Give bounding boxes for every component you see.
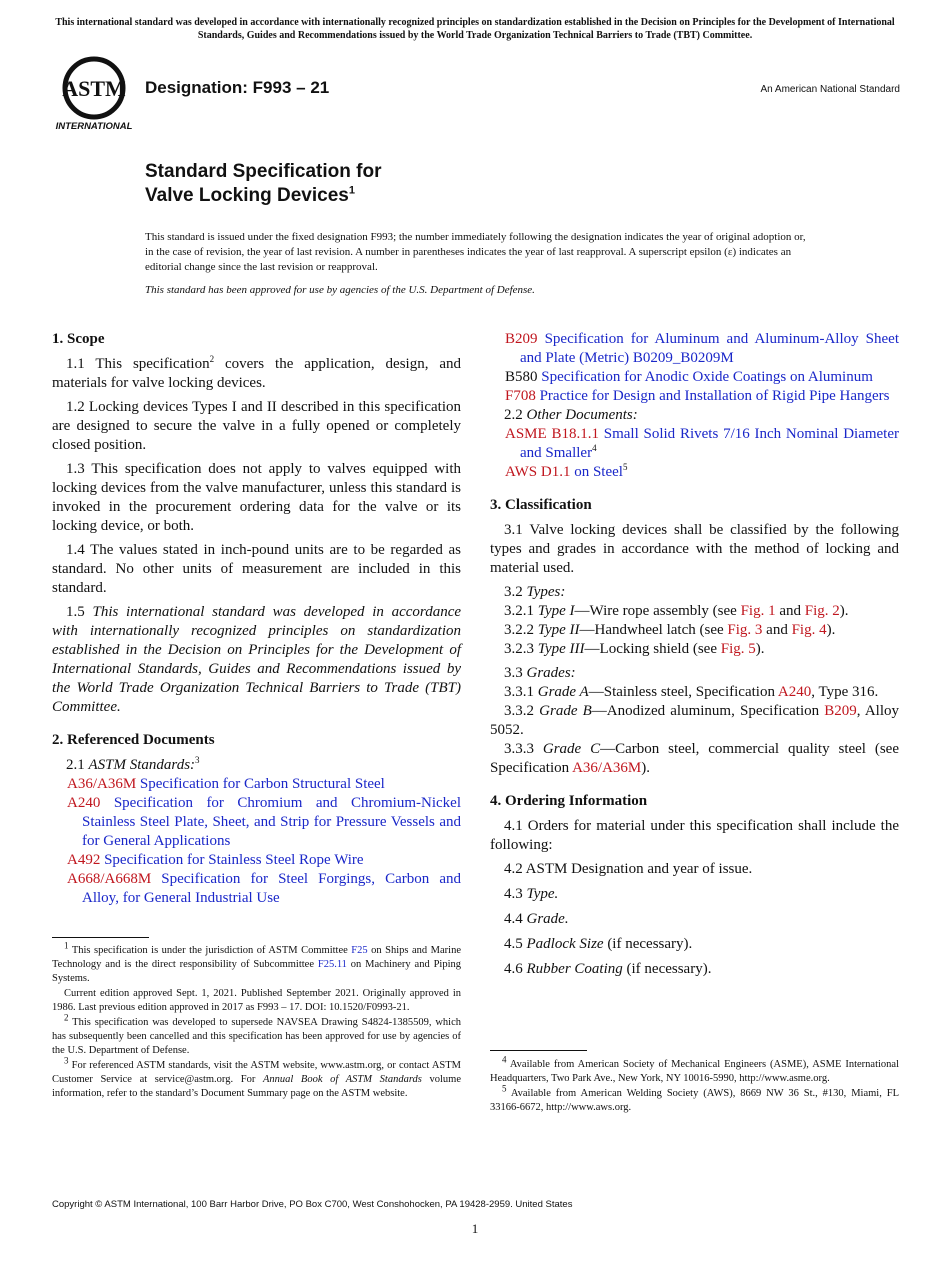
- footnotes-left: [52, 940, 461, 1102]
- order-4-4: 4.4 Grade.: [504, 911, 569, 927]
- footnotes-right: [490, 1054, 899, 1116]
- ref-a240[interactable]: A240 Specification for Chromium and Chromium-Nickel Stainless Steel Plate, Sheet, and Strip for Pressure Vessels and for General Applications: [67, 795, 461, 849]
- intro-paragraph: This standard is issued under the fixed designation F993; the number immediately following the designation indicates the year of original adoption or, in the case of revision, the year of last revision. A number in parentheses indicates the year of last reapproval. A superscript epsilon (ε) indicates an editorial change since the last revision or reapproval.: [145, 231, 806, 273]
- american-national-standard: An American National Standard: [760, 84, 900, 95]
- types-label: 3.2 Types:: [504, 584, 566, 600]
- ref-a36[interactable]: A36/A36M Specification for Carbon Structural Steel: [67, 776, 385, 792]
- scope-1-1: 1.1 This specification$^2$ covers the application, design, and materials for valve locking devices.: [52, 354, 462, 391]
- designation: Designation: F993 – 21: [145, 78, 330, 97]
- astm-logo: [54, 56, 134, 132]
- title-line-1: Standard Specification for: [145, 161, 382, 182]
- type-1: 3.2.1 Type I—Wire rope assembly (see Fig. 1 and Fig. 2).: [504, 603, 849, 619]
- document-title: [145, 160, 381, 208]
- type-3: 3.2.3 Type III—Locking shield (see Fig. 5).: [504, 641, 765, 657]
- logo-word: INTERNATIONAL: [55, 121, 133, 132]
- order-4-2: 4.2 ASTM Designation and year of issue.: [504, 861, 753, 877]
- footnote-1: $^1$ This specification is under the jurisdiction of ASTM Committee F25 on Ships and Marine Technology and is the direct responsibility of Subcommittee F25.11 on Machinery and Piping Systems.: [52, 940, 461, 984]
- astm-standards-label: 2.1 ASTM Standards:$^3$: [66, 755, 200, 773]
- footnote-rule-right: [490, 1050, 587, 1051]
- logo-letters: ASTM: [62, 76, 126, 101]
- grade-b: 3.3.2 Grade B—Anodized aluminum, Specification B209, Alloy 5052.: [490, 703, 900, 738]
- scope-1-4: 1.4 The values stated in inch-pound units are to be regarded as standard. No other units of measurement are included in this standard.: [52, 542, 461, 596]
- scope-1-5: 1.5 This international standard was developed in accordance with internationally recognized principles on standardization established in the Decision on Principles for the Development of International Standards, Guides and Recommendations issued by the World Trade Organization Technical Barriers to Trade (TBT) Committee.: [52, 604, 462, 715]
- order-4-3: 4.3 Type.: [504, 886, 559, 902]
- other-documents-label: 2.2 Other Documents:: [504, 407, 638, 423]
- footnote-5: $^5$ Available from American Welding Society (AWS), 8669 NW 36 St., #130, Miami, FL 33166-6672, http://www.aws.org.: [490, 1083, 899, 1113]
- footnote-2: $^2$ This specification was developed to supersede NAVSEA Drawing S4824-1385509, which has subsequently been cancelled and this specification has been approved for use by agencies of the U.S. Department of Defense.: [52, 1012, 461, 1056]
- scope-1-3: 1.3 This specification does not apply to valves equipped with locking devices from the valve manufacturer, unless this standard is invoked in the procurement ordering data for the valve or its locking device, or both.: [52, 461, 461, 534]
- class-3-1: 3.1 Valve locking devices shall be classified by the following types and grades in accordance with the method of locking and material used.: [490, 522, 899, 576]
- section-scope-heading: 1. Scope: [52, 331, 105, 347]
- ref-b580[interactable]: B580 Specification for Anodic Oxide Coatings on Aluminum: [505, 369, 873, 385]
- ref-a668[interactable]: A668/A668M Specification for Steel Forgings, Carbon and Alloy, for General Industrial Use: [67, 871, 461, 906]
- ref-f708[interactable]: F708 Practice for Design and Installation of Rigid Pipe Hangers: [505, 388, 890, 404]
- section-refs-heading: 2. Referenced Documents: [52, 732, 215, 748]
- order-4-1: 4.1 Orders for material under this specification shall include the following:: [490, 818, 899, 853]
- dod-approval-note: This standard has been approved for use by agencies of the U.S. Department of Defense.: [145, 284, 535, 296]
- right-column: [490, 330, 899, 985]
- ref-b209[interactable]: B209 Specification for Aluminum and Aluminum-Alloy Sheet and Plate (Metric) B0209_B0209M: [505, 331, 900, 366]
- footnote-4: $^4$ Available from American Society of Mechanical Engineers (ASME), ASME International Headquarters, Two Park Ave., New York, NY 10016-5990, http://www.asme.org.: [490, 1054, 899, 1084]
- copyright: Copyright © ASTM International, 100 Barr Harbor Drive, PO Box C700, West Conshohocken, PA 19428-2959. United States: [52, 1199, 573, 1210]
- order-4-6: 4.6 Rubber Coating (if necessary).: [504, 961, 712, 977]
- footnote-1-edition: Current edition approved Sept. 1, 2021. Published September 2021. Originally approved in 1986. Last previous edition approved in 2017 as F993 – 17. DOI: 10.1520/F0993-21.: [52, 988, 461, 1013]
- ref-asme[interactable]: ASME B18.1.1 Small Solid Rivets 7/16 Inch Nominal Diameter and Smaller$^4$: [505, 426, 899, 461]
- grades-label: 3.3 Grades:: [504, 665, 576, 681]
- page-number: 1: [471, 1221, 479, 1236]
- ref-a492[interactable]: A492 Specification for Stainless Steel Rope Wire: [67, 852, 364, 868]
- section-ordering-heading: 4. Ordering Information: [490, 793, 648, 809]
- grade-c: 3.3.3 Grade C—Carbon steel, commercial quality steel (see Specification A36/A36M).: [490, 741, 899, 776]
- title-line-2: Valve Locking Devices$^1$: [145, 184, 355, 206]
- grade-a: 3.3.1 Grade A—Stainless steel, Specification A240, Type 316.: [504, 684, 879, 700]
- scope-1-2: 1.2 Locking devices Types I and II described in this specification are designed to secure the valve in a fully opened or completely closed position.: [52, 399, 461, 453]
- top-notice: This international standard was developed in accordance with internationally recognized principles on standardization established in the Decision on Principles for the Development of International Standards, Guides and Recommendations issued by the World Trade Organization Technical Barriers to Trade (TBT) Committee.: [55, 17, 895, 41]
- ref-aws[interactable]: AWS D1.1 on Steel$^5$: [505, 462, 628, 480]
- section-classification-heading: 3. Classification: [490, 497, 592, 513]
- left-column: [52, 330, 461, 908]
- footnote-rule-left: [52, 937, 149, 938]
- order-4-5: 4.5 Padlock Size (if necessary).: [504, 936, 693, 952]
- footnote-3: $^3$ For referenced ASTM standards, visit the ASTM website, www.astm.org, or contact ASTM Customer Service at service@astm.org. For Annual Book of ASTM Standards volume information, refer to the standard’s Document Summary page on the ASTM website.: [52, 1055, 461, 1099]
- type-2: 3.2.2 Type II—Handwheel latch (see Fig. 3 and Fig. 4).: [504, 622, 836, 638]
